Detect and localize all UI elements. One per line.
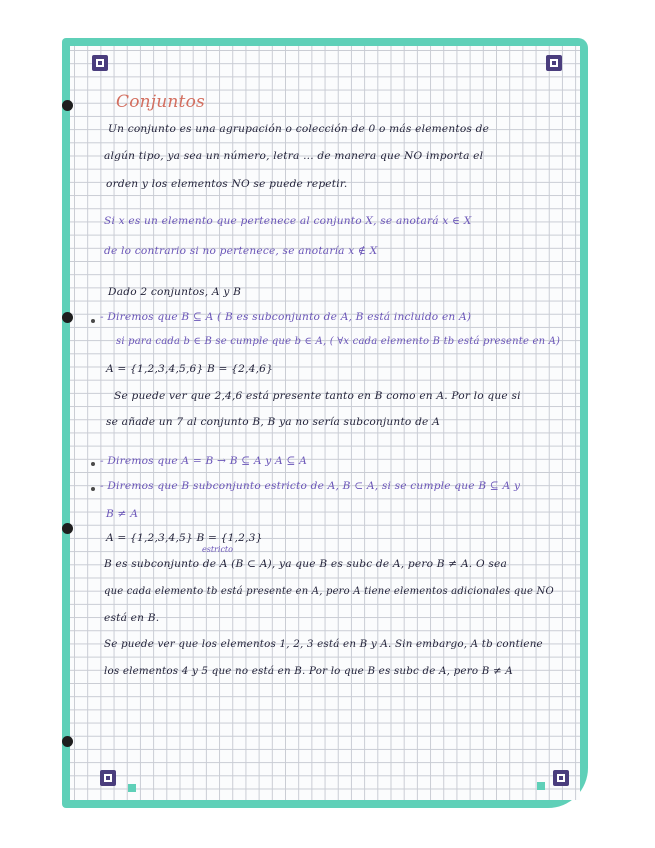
subset-definition: - Diremos que B ⊆ A ( B es subconjunto de A, B está incluido en A) [100, 311, 472, 323]
membership-line: Si x es un elemento que pertenece al conjunto X, se anotará x ∈ X [104, 215, 472, 227]
binder-hole-icon [62, 736, 73, 747]
strict-annotation: estricto [202, 545, 233, 554]
bullet-icon [91, 319, 95, 323]
corner-square-icon [537, 782, 545, 790]
strict-explanation: B es subconjunto de A (B ⊂ A), ya que B es subc de A, pero B ≠ A. O sea [104, 558, 508, 570]
strict-explanation: los elementos 4 y 5 que no está en B. Por lo que B es subc de A, pero B ≠ A [104, 665, 513, 677]
binder-hole-icon [62, 312, 73, 323]
strict-explanation: está en B. [104, 612, 160, 624]
strict-explanation: que cada elemento tb está presente en A, pero A tiene elementos adicionales que NO [104, 586, 554, 597]
subset-condition: si para cada b ∈ B se cumple que b ∈ A, ( ∀x cada elemento B tb está presente en A) [116, 336, 561, 347]
bullet-icon [91, 462, 95, 466]
binder-hole-icon [62, 523, 73, 534]
strict-explanation: Se puede ver que los elementos 1, 2, 3 está en B y A. Sin embargo, A tb contiene [104, 638, 543, 650]
subset-explanation: se añade un 7 al conjunto B, B ya no sería subconjunto de A [106, 416, 440, 428]
intro-line: Un conjunto es una agrupación o colección de 0 o más elementos de [108, 123, 490, 135]
subset-example: A = {1,2,3,4,5,6} B = {2,4,6} [106, 363, 274, 375]
corner-logo-icon [546, 55, 562, 71]
strict-definition: - Diremos que B subconjunto estricto de A, B ⊂ A, si se cumple que B ⊆ A y [100, 480, 521, 492]
strict-definition: B ≠ A [106, 508, 139, 520]
membership-line: de lo contrario si no pertenece, se anotaría x ∉ X [104, 245, 378, 257]
binder-hole-icon [62, 100, 73, 111]
sets-intro: Dado 2 conjuntos, A y B [108, 286, 242, 298]
intro-line: orden y los elementos NO se puede repetir. [106, 178, 348, 190]
subset-explanation: Se puede ver que 2,4,6 está presente tanto en B como en A. Por lo que si [114, 390, 521, 402]
corner-logo-icon [92, 55, 108, 71]
bullet-icon [91, 487, 95, 491]
strict-example: A = {1,2,3,4,5} B = {1,2,3} [106, 532, 263, 544]
equality-definition: - Diremos que A = B → B ⊆ A y A ⊆ A [100, 455, 307, 467]
corner-square-icon [128, 784, 136, 792]
corner-logo-icon [100, 770, 116, 786]
corner-logo-icon [553, 770, 569, 786]
intro-line: algún tipo, ya sea un número, letra ... de manera que NO importa el [104, 150, 484, 162]
page-title: Conjuntos [116, 92, 205, 112]
